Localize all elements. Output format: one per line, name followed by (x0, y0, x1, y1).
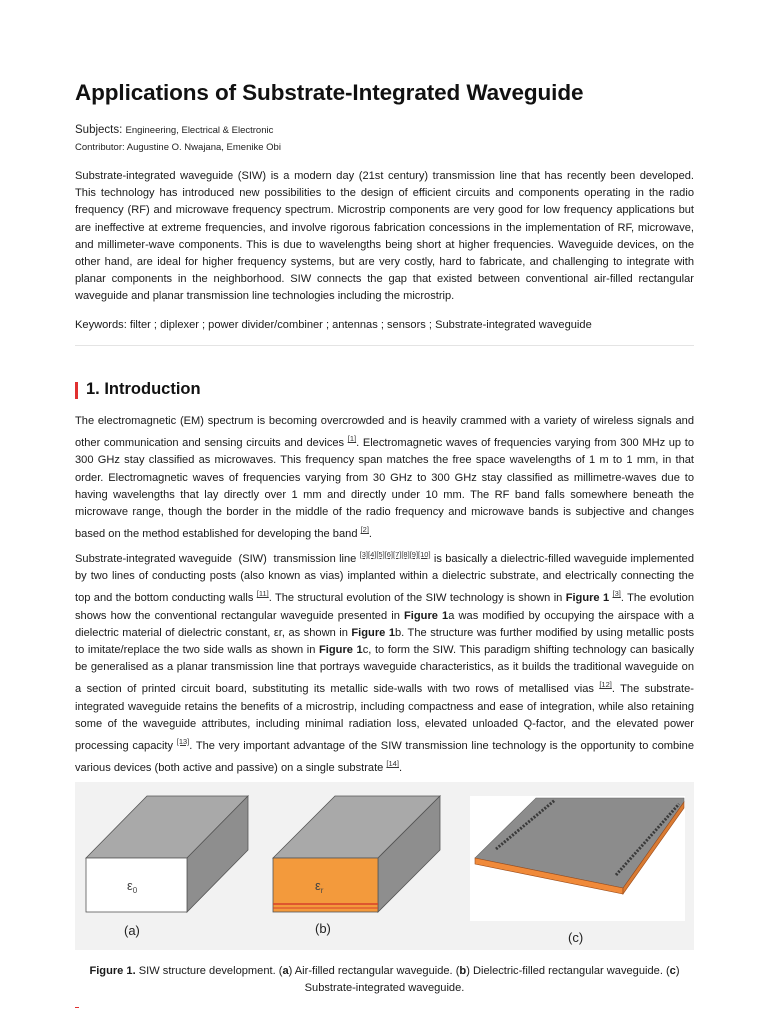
panel-a-label: (a) (124, 923, 140, 938)
box-front-face (86, 858, 187, 912)
citation-link[interactable]: [11] (256, 589, 269, 599)
figure-caption: Figure 1. SIW structure development. (a) Air-filled rectangular waveguide. (b) Dielectric-filled rectangular waveguide. (c) Substrate-integrated waveguide. (89, 965, 680, 995)
citation-link[interactable]: [1] (347, 434, 357, 444)
subjects-label: Subjects: (75, 124, 126, 136)
section-accent-bar (75, 382, 78, 399)
figure-ref[interactable]: Figure 1 (565, 592, 610, 605)
figure-1 (75, 782, 694, 950)
subjects-line (75, 124, 273, 136)
subjects-link[interactable]: Engineering, Electrical & Electronic (125, 125, 274, 136)
keywords: Keywords: filter ; diplexer ; power divider/combiner ; antennas ; sensors ; Substrate-integrated waveguide (75, 319, 592, 331)
epsilon-0-label: $\varepsilon_0$ (127, 878, 138, 895)
citation-link[interactable]: [3] (612, 589, 621, 599)
article-title: Applications of Substrate-Integrated Waveguide (75, 80, 584, 105)
citation-link[interactable]: [12] (599, 680, 612, 690)
divider (75, 345, 694, 346)
figure-ref[interactable]: Figure 1 (351, 626, 395, 639)
citation-link[interactable]: [2] (360, 525, 369, 535)
epsilon-r-label: $\varepsilon_r$ (315, 878, 324, 895)
intro-paragraph-1: The electromagnetic (EM) spectrum is becoming overcrowded and is heavily crammed with a variety of wireless signals and other communication and sensing circuits and devices [1]. Electromagnetic waves of frequencies varying from 300 MHz up to 300 GHz stay classified as microwaves. This frequency span matches the free space wavelengths of 1 m to 1 mm, in that order. Electromagnetic waves of frequencies varying from 30 GHz to 300 GHz stay classified as millimetre-waves due to having wavelengths that lay directly over 1 mm and directly under 10 mm. The RF band falls somewhere beneath the microwave range, though the border in the middle of the radio frequency and microwave bands is subjective and changes based on the method established for developing the band [2]. (75, 415, 694, 541)
citation-link[interactable]: [13] (176, 737, 190, 747)
section-title: 1. Introduction (86, 380, 201, 398)
citation-link[interactable]: [3][4][5][6][7][8][9][10] (359, 550, 431, 559)
page-footer-mark (75, 1007, 79, 1008)
figure-ref[interactable]: Figure 1 (319, 644, 363, 657)
intro-paragraph-2: Substrate-integrated waveguide (SIW) transmission line [3][4][5][6][7][8][9][10] is basically a dielectric-filled waveguide implemented by two lines of conducting posts (also known as vias) implanted within a dielectric substrate, and electrically connecting the top and the bottom conducting walls [11]. The structural evolution of the SIW technology is shown in Figure 1 [3]. The evolution shows how the conventional rectangular waveguide presented in Figure 1a was modified by occupying the airspace with a dielectric material of dielectric constant, εr, as shown in Figure 1b. The structure was further modified by using metallic posts to imitate/replace the two side walls as shown in Figure 1c, to form the SIW. This paradigm shifting technology can basically be generalised as a planar transmission line that portrays waveguide characteristics, as it builds the traditional waveguide on a section of printed circuit board, substituting its metallic side-walls with two rows of metallised vias [12]. The substrate-integrated waveguide retains the benefits of a microstrip, including compactness and ease of integration, while also retaining some of the waveguide attributes, including minimal radiation loss, elevated unloaded Q-factor, and the elevated power processing capacity [13]. The very important advantage of the SIW transmission line technology is the opportunity to combine various devices (both active and passive) on a single substrate [14]. (75, 550, 695, 775)
panel-b-label: (b) (315, 921, 331, 936)
figure-ref[interactable]: Figure 1 (404, 609, 449, 622)
figure-1-illustration (75, 782, 694, 950)
abstract: Substrate-integrated waveguide (SIW) is a modern day (21st century) transmission line that has recently been developed. This technology has introduced new possibilities to the design of efficient circuits and components operating in the radio frequency (RF) and microwave frequency spectrum. Microstrip components are very good for low frequency applications but are ineffective at extreme frequencies, and involve rigorous fabrication concessions in the implementation of RF, microwave, and millimeter-wave components. This is due to wavelengths being short at higher frequencies. Waveguide devices, on the other hand, are ideal for higher frequency systems, but are very costly, hard to fabricate, and challenging to integrate with planar components in the neighborhood. SIW connects the gap that existed between conventional air-filled rectangular waveguide and planar transmission line technologies including the microstrip. (75, 170, 694, 303)
panel-c-label: (c) (568, 930, 584, 945)
citation-link[interactable]: [14] (386, 759, 399, 769)
contributor-line: Contributor: Augustine O. Nwajana, Emenike Obi (75, 142, 281, 153)
